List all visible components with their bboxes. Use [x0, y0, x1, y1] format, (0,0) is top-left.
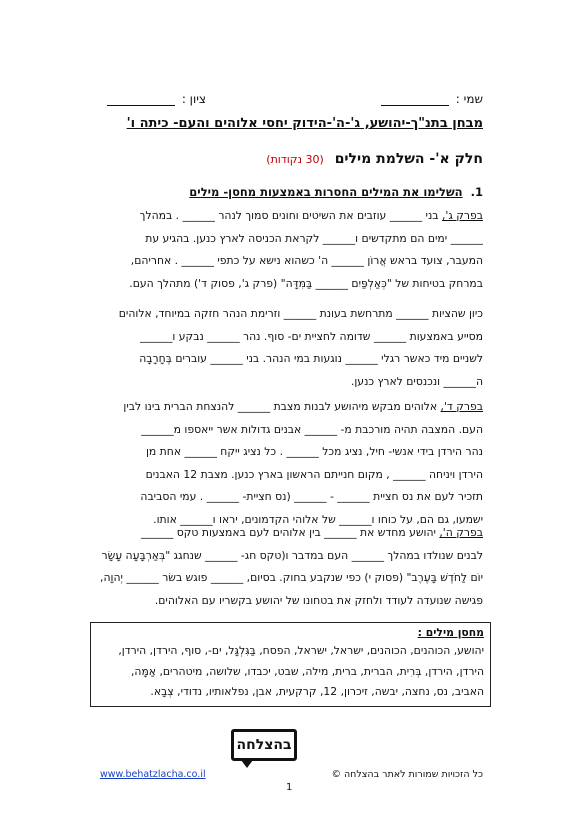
footer-copyright: כל הזכויות שמורות לאתר בהצלחה © [331, 769, 483, 780]
line-text: יהושע מחדש את ______ בין אלוהים לעם באמצעות טקס ______ [140, 526, 436, 539]
logo-speech-bubble [231, 729, 297, 761]
word-bank-line: האביב, נס, נחצה, יבשה, זיכרון, 12, קרקעית, אבן, נפלאותיו, נדודי, צְבָא. [150, 685, 484, 698]
question-instruction [189, 185, 483, 199]
footer-website-link[interactable]: www.behatzlacha.co.il [100, 769, 206, 780]
section-title-text: חלק א'- השלמת מילים [334, 151, 483, 167]
paragraph-line: פגישה שנועדה לעודד ולחזק את בטחונו של יהושע בקשריו עם האלוהים. [154, 593, 483, 607]
paragraph-line [98, 396, 483, 419]
page-number: 1 [286, 782, 293, 793]
paragraph-line: מסייע באמצעות ______ שדומה לחציית ים- סוף. נהר ______ נבקע ו______ [140, 329, 483, 343]
chapter-lead: בפרק ד', [440, 400, 483, 413]
grade-label: ציון : [181, 92, 207, 106]
paragraph-line: ______ ימים הם מתקדשים ו______ לקראת הכניסה לארץ כנען. בהגיע עת [145, 231, 483, 245]
paragraph-line: נהר הירדן בידי אנשי- חיל, נציג מכל ______ . כל נציג ייקח ______ אחת מן [145, 445, 483, 458]
paragraph-line: כיון שהציות ______ מתרחשת בעונת ______ וזרימת הנהר חזקה במיוחד, אלוהים [118, 307, 483, 320]
word-bank-title: מחסן מילים : [417, 626, 484, 639]
paragraph-line: המעבר, צועד בראש אֲרוֹן ______ ה' כשהוא נישא על כתפי ______ . אחריהם, [130, 254, 483, 267]
logo-bubble-tail [241, 760, 253, 768]
section-heading [266, 151, 483, 167]
paragraph-line: העם. המצבה תהיה מורכבת מ- ______ אבנים גדולות אשר ייאספו מ______ [141, 422, 483, 436]
paragraph-line [98, 205, 483, 228]
word-bank-line: הירדן, הירדן, בְּרִית, הברית, ברית, מילה, שבט, יכבדו, שלושה, מיטהרים, אַמָּה, [130, 665, 484, 678]
paragraph-crossing [98, 303, 483, 393]
chapter-lead: בפרק ה', [439, 526, 483, 539]
grade-blank[interactable] [107, 94, 175, 106]
paragraph-chapter-4 [98, 396, 483, 531]
line-text: אלוהים מבקש מיהושע לבנות מצבת ______ להנצחת הברית בינו לבין [123, 400, 438, 413]
section-points: (30 נקודות) [266, 153, 324, 166]
exam-title: מבחן בתנ"ך-יהושע, ג'-ה'-הידוק יחסי אלוהים והעם- כיתה ו' [126, 116, 483, 131]
paragraph-line: ישמעו, גם הם, על כוחו ו______ של אלוהי הקדמונים, יראו ו______ אותו. [153, 512, 483, 526]
paragraph-line: יוֹם לַחֹדֶשׁ בָּעֶרֶב" (פסוק י) כפי שנקבע בחוק. בסיום, ______ פוגש בשׂר ______ יְהוָה, [100, 571, 483, 584]
question-number: 1. [470, 185, 483, 199]
student-name-field[interactable] [381, 92, 483, 106]
paragraph-line: ה______ ונכנסים לארץ כנען. [350, 374, 483, 388]
word-bank-box [90, 622, 491, 707]
paragraph-line: תזכיר לעם את נס חציית ______ - ______ (נס חציית- ______ . עמי הסביבה [140, 490, 483, 503]
word-bank-line: יהושע, הכוהנים, הכוהנים, ישראל, ישראל, הפסח, בַּגִּלְגָּל, ים-, סוף, הירדן, הירדן, [118, 644, 484, 657]
logo-text: בהצלחה [236, 737, 292, 753]
paragraph-chapter-5 [98, 522, 483, 612]
line-text: בני ______ עוזבים את השיטים וחונים סמוך לנהר ______ . במהלך [139, 209, 439, 222]
instruction-text: השלימו את המילים החסרות באמצעות מחסן- מילים [189, 185, 463, 199]
paragraph-line: לשניים מיד כאשר רגלי ______ נוגעות במי הנהר. בני ______ עוברים בֶּחָרָבָה [139, 352, 483, 365]
grade-field[interactable] [107, 92, 206, 106]
paragraph-chapter-3 [98, 205, 483, 295]
site-logo [229, 725, 299, 769]
name-blank[interactable] [381, 94, 449, 106]
chapter-lead: בפרק ג', [441, 209, 483, 222]
paragraph-line: לבנים שנולדו במהלך ______ העם במדבר ו(טקס חג- ______ שנחגג "בְּאַרְבָּעָה עָשָׂר [101, 548, 483, 562]
paragraph-line: הירדן ויניחה ______ , מקום חנייתם הראשון בארץ כנען. מצבת 12 האבנים [145, 467, 483, 481]
paragraph-line [98, 522, 483, 545]
name-label: שמי : [455, 92, 483, 106]
paragraph-line: במרחק בטיחות של "כְּאַלְפַּיִם ______ בַּמִּדָּה" (פרק ג', פסוק ד') מתהלך העם. [129, 276, 483, 290]
